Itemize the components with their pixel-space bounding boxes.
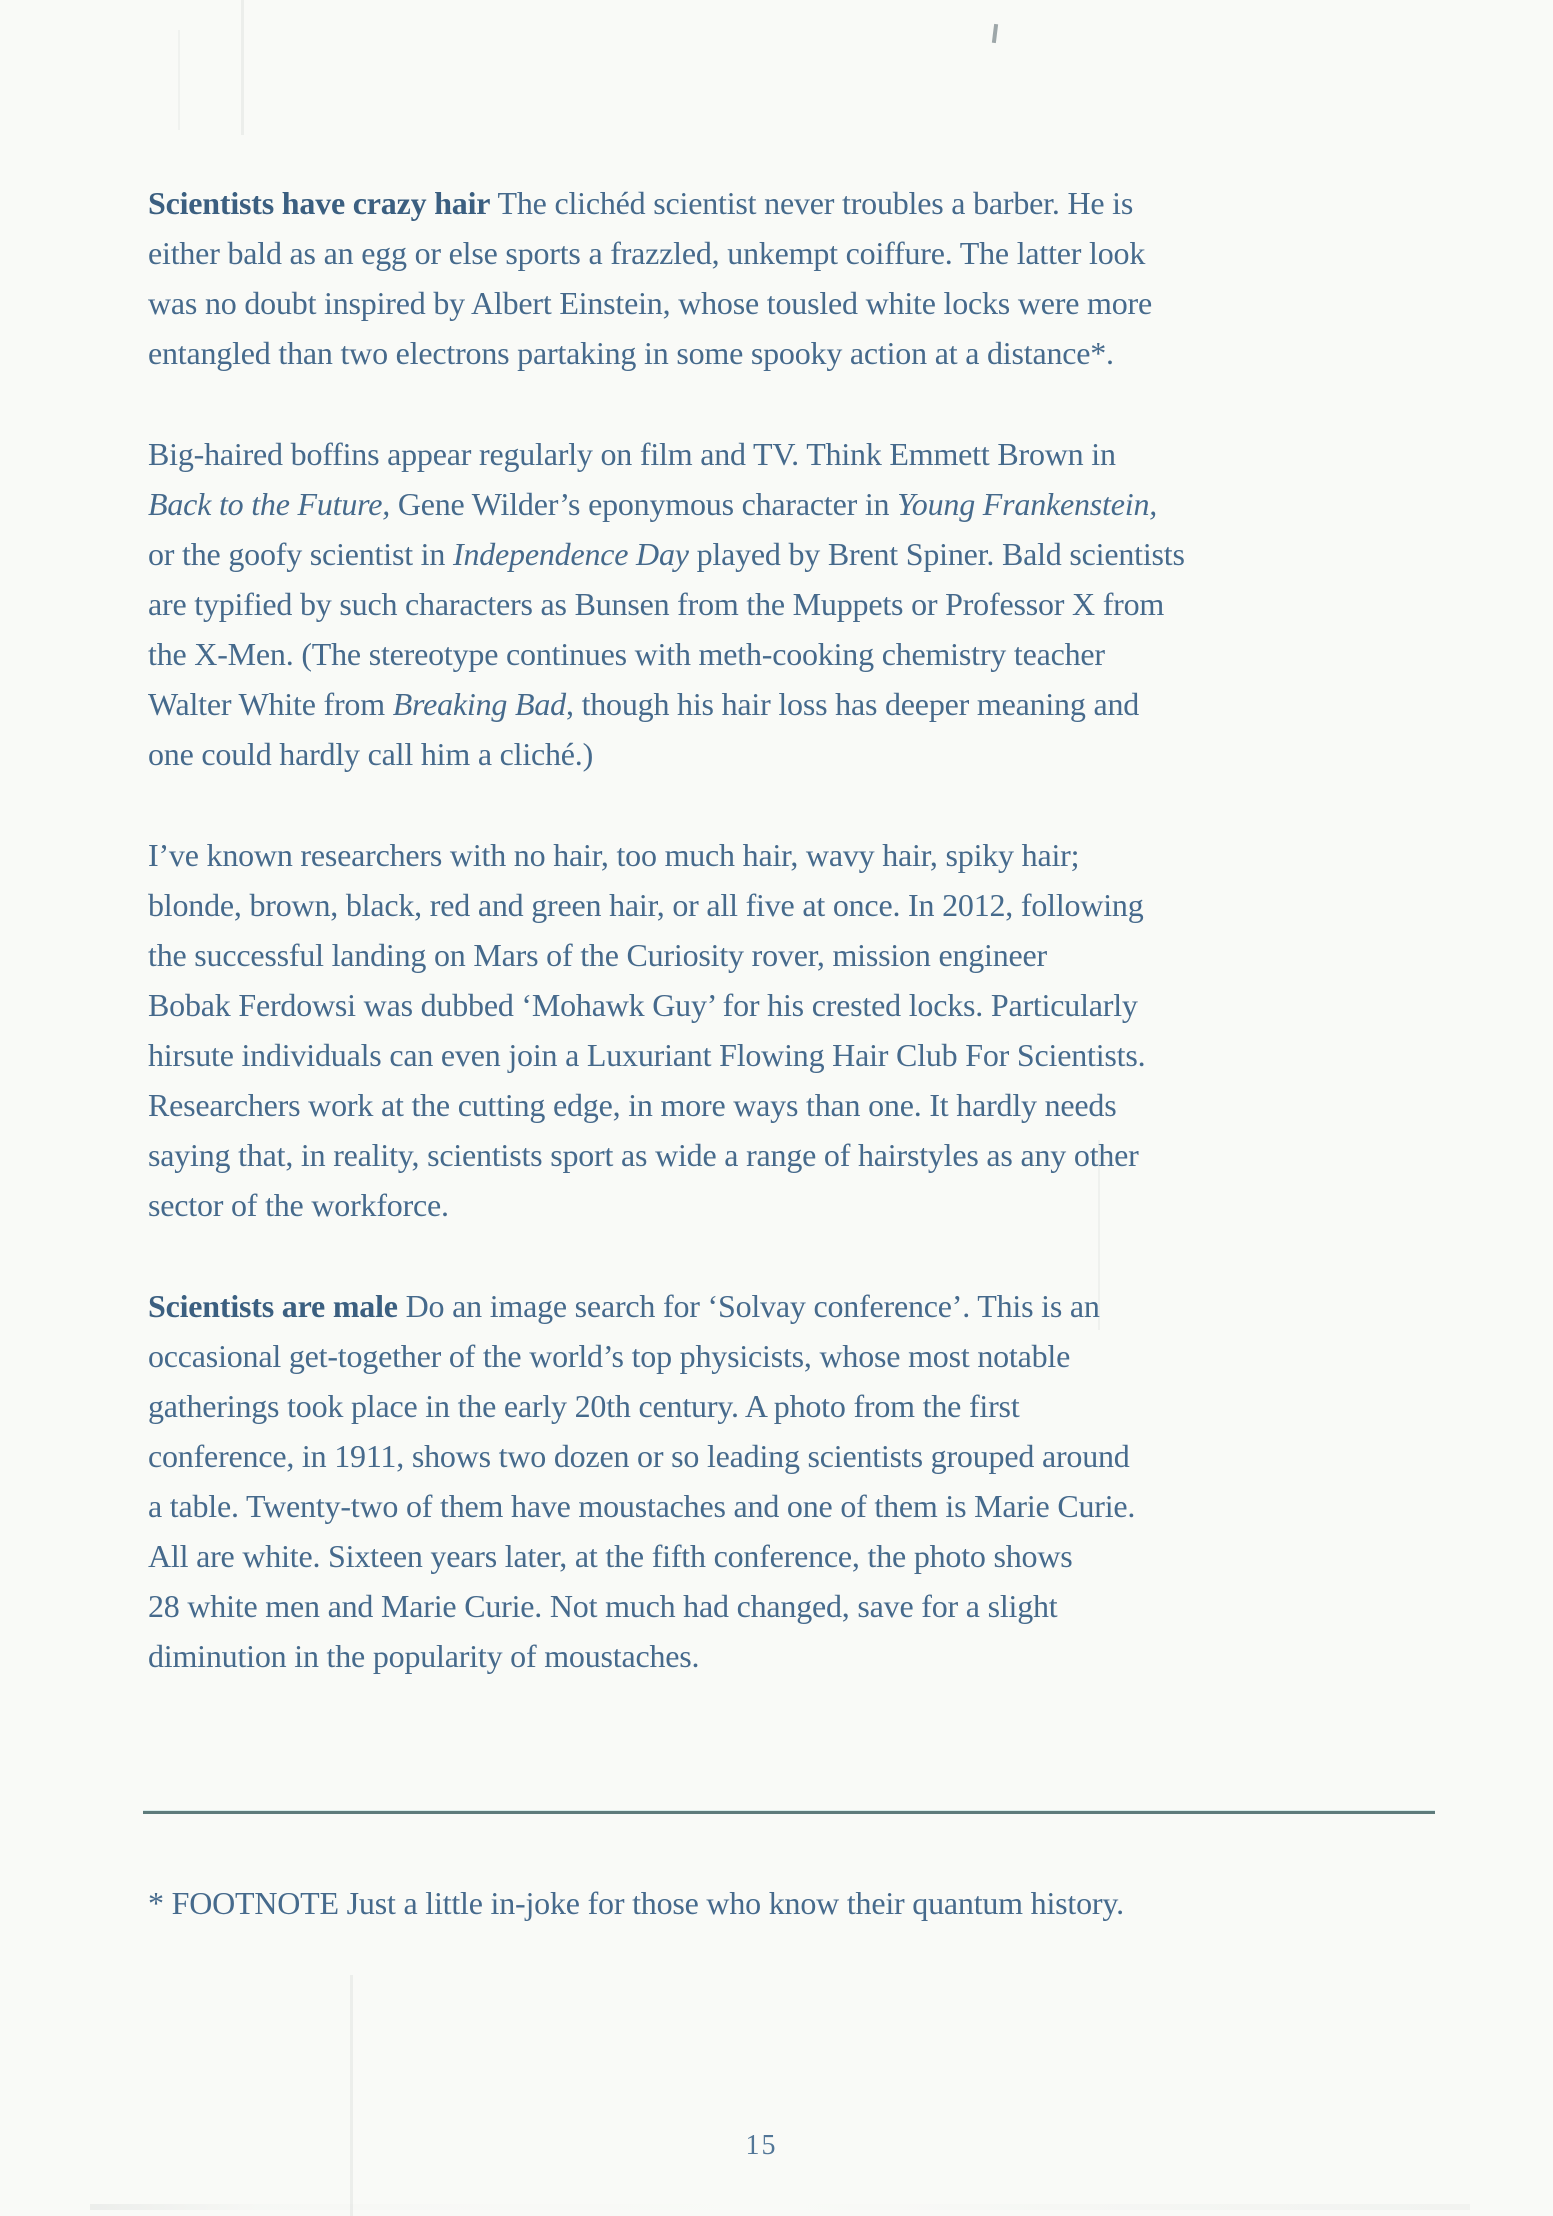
text-line: Researchers work at the cutting edge, in more ways than one. It hardly needs [148, 1087, 1117, 1123]
text-line: Walter White from Breaking Bad, though his hair loss has deeper meaning and [148, 686, 1140, 722]
body-text [148, 178, 1448, 1732]
text-line: Scientists are male Do an image search for ‘Solvay conference’. This is an [148, 1288, 1100, 1324]
text-line: sector of the workforce. [148, 1187, 449, 1223]
text-line: I’ve known researchers with no hair, too much hair, wavy hair, spiky hair; [148, 837, 1080, 873]
scan-artifact-streak [241, 0, 244, 135]
paragraph [148, 429, 1448, 779]
text-line: the X-Men. (The stereotype continues with meth-cooking chemistry teacher [148, 636, 1105, 672]
text-line: either bald as an egg or else sports a frazzled, unkempt coiffure. The latter look [148, 235, 1146, 271]
text-line: gatherings took place in the early 20th century. A photo from the first [148, 1388, 1020, 1424]
scan-artifact-tick [992, 24, 998, 43]
text-line: Scientists have crazy hair The clichéd scientist never troubles a barber. He is [148, 185, 1134, 221]
text-line: are typified by such characters as Bunsen from the Muppets or Professor X from [148, 586, 1165, 622]
text-line: one could hardly call him a cliché.) [148, 736, 594, 772]
scan-artifact-streak [178, 30, 180, 130]
paragraph [148, 830, 1448, 1230]
scan-artifact-edge [90, 2204, 1470, 2210]
text-line: entangled than two electrons partaking in some spooky action at a distance*. [148, 335, 1114, 371]
text-line: occasional get-together of the world’s top physicists, whose most notable [148, 1338, 1071, 1374]
text-line: was no doubt inspired by Albert Einstein, whose tousled white locks were more [148, 285, 1152, 321]
text-line: 28 white men and Marie Curie. Not much had changed, save for a slight [148, 1588, 1058, 1624]
scan-artifact-streak [350, 1975, 353, 2216]
text-line: saying that, in reality, scientists sport as wide a range of hairstyles as any other [148, 1137, 1139, 1173]
text-line: Big-haired boffins appear regularly on film and TV. Think Emmett Brown in [148, 436, 1116, 472]
text-line: the successful landing on Mars of the Curiosity rover, mission engineer [148, 937, 1048, 973]
page-number: 15 [745, 2130, 778, 2161]
text-line: diminution in the popularity of moustaches. [148, 1638, 700, 1674]
paragraph [148, 1281, 1448, 1681]
text-line: blonde, brown, black, red and green hair, or all five at once. In 2012, following [148, 887, 1144, 923]
text-line: Bobak Ferdowsi was dubbed ‘Mohawk Guy’ for his crested locks. Particularly [148, 987, 1138, 1023]
footnote: * FOOTNOTE Just a little in-joke for those who know their quantum history. [148, 1885, 1124, 1921]
text-line: conference, in 1911, shows two dozen or so leading scientists grouped around [148, 1438, 1130, 1474]
text-line: a table. Twenty-two of them have moustaches and one of them is Marie Curie. [148, 1488, 1136, 1524]
text-line: hirsute individuals can even join a Luxuriant Flowing Hair Club For Scientists. [148, 1037, 1146, 1073]
text-line: All are white. Sixteen years later, at the fifth conference, the photo shows [148, 1538, 1073, 1574]
text-line: Back to the Future, Gene Wilder’s eponymous character in Young Frankenstein, [148, 486, 1158, 522]
paragraph [148, 178, 1448, 378]
text-line: or the goofy scientist in Independence Day played by Brent Spiner. Bald scientists [148, 536, 1185, 572]
footnote-divider [143, 1810, 1435, 1814]
